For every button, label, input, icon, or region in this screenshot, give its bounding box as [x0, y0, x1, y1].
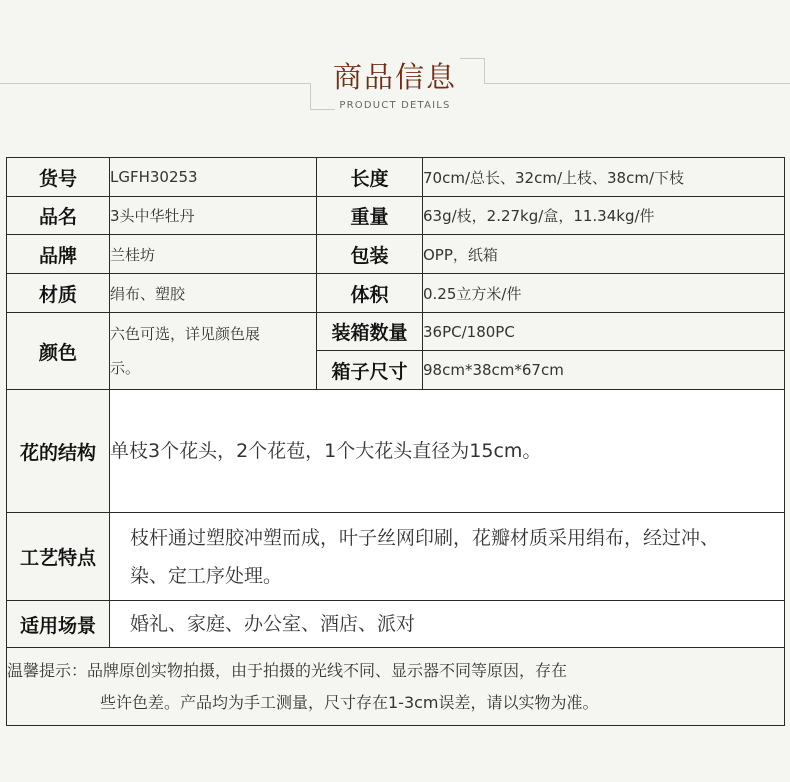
length-label: 长度 [317, 158, 423, 197]
package-label: 包装 [317, 235, 423, 274]
box-qty-value: 36PC/180PC [423, 313, 785, 351]
table-row [7, 513, 785, 601]
notice-line-2: 些许色差。产品均为手工测量，尺寸存在1-3cm误差，请以实物为准。 [100, 692, 599, 712]
package-value: OPP，纸箱 [423, 235, 785, 274]
table-row [7, 197, 785, 235]
name-label: 品名 [7, 197, 110, 235]
section-title: 商品信息 [332, 60, 457, 94]
length-value: 70cm/总长、32cm/上枝、38cm/下枝 [423, 158, 785, 197]
scene-value: 婚礼、家庭、办公室、酒店、派对 [110, 601, 785, 648]
notice-line-1: 温馨提示：品牌原创实物拍摄，由于拍摄的光线不同、显示器不同等原因，存在 [7, 660, 568, 680]
table-row [7, 601, 785, 648]
item-no-value: LGFH30253 [110, 158, 317, 197]
craft-value: 枝杆通过塑胶冲塑而成，叶子丝网印刷，花瓣材质采用绢布，经过冲、染、定工序处理。 [110, 513, 785, 601]
color-value: 六色可选，详见颜色展示。 [110, 313, 317, 390]
item-no-label: 货号 [7, 158, 110, 197]
table-row [7, 274, 785, 313]
product-spec-table [6, 157, 785, 726]
box-size-label: 箱子尺寸 [317, 351, 423, 390]
table-row [7, 235, 785, 274]
material-label: 材质 [7, 274, 110, 313]
section-subtitle: PRODUCT DETAILS [339, 100, 451, 111]
table-row [7, 648, 785, 726]
scene-label: 适用场景 [7, 601, 110, 648]
structure-value: 单枝3个花头，2个花苞，1个大花头直径为15cm。 [110, 390, 785, 513]
weight-label: 重量 [317, 197, 423, 235]
name-value: 3头中华牡丹 [110, 197, 317, 235]
weight-value: 63g/枝，2.27kg/盒，11.34kg/件 [423, 197, 785, 235]
brand-label: 品牌 [7, 235, 110, 274]
table-row [7, 158, 785, 197]
brand-value: 兰桂坊 [110, 235, 317, 274]
craft-label: 工艺特点 [7, 513, 110, 601]
table-row [7, 390, 785, 513]
box-qty-label: 装箱数量 [317, 313, 423, 351]
box-size-value: 98cm*38cm*67cm [423, 351, 785, 390]
volume-label: 体积 [317, 274, 423, 313]
table-row [7, 313, 785, 351]
structure-label: 花的结构 [7, 390, 110, 513]
color-label: 颜色 [7, 313, 110, 390]
section-header [0, 0, 790, 140]
notice [7, 648, 785, 726]
volume-value: 0.25立方米/件 [423, 274, 785, 313]
material-value: 绢布、塑胶 [110, 274, 317, 313]
